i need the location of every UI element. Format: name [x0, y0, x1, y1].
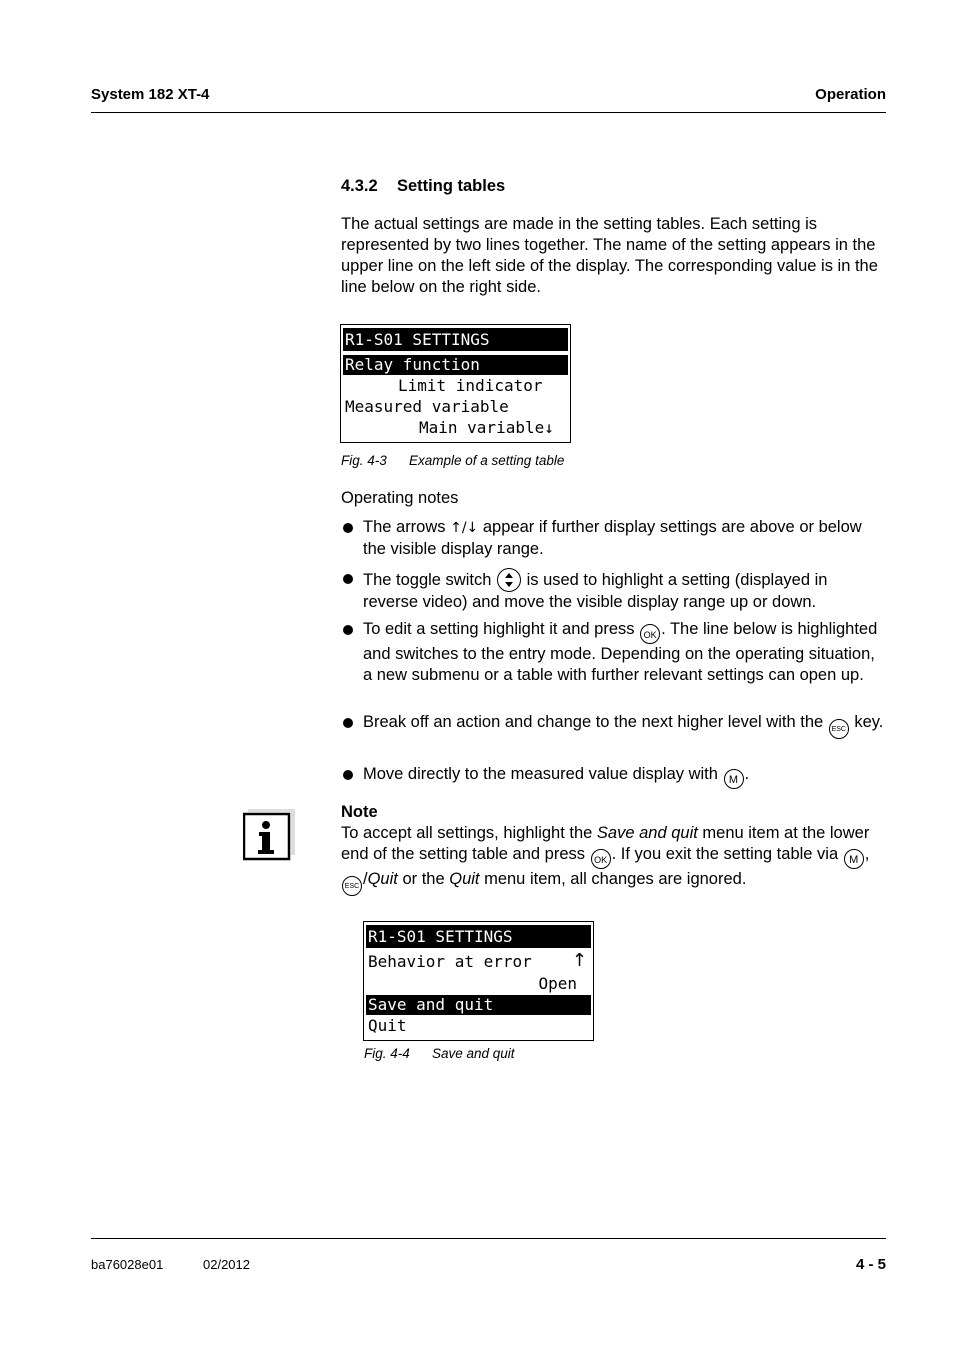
display-row-main-variable: Main variable↓	[419, 418, 554, 437]
save-and-quit-display	[363, 921, 594, 1041]
bullet-icon	[343, 718, 353, 728]
section-heading	[341, 177, 505, 196]
esc-key-icon: ESC	[829, 719, 849, 739]
note-heading: Note	[341, 803, 378, 821]
display-row-relay-function: Relay function	[343, 355, 568, 375]
caption-number: Fig. 4-4	[364, 1046, 410, 1061]
intro-paragraph: The actual settings are made in the setting tables. Each setting is represented by two lines together. The name of the setting appears in the upper line on the left side of the display. The corresponding value is in the line below on the right side.	[341, 215, 878, 296]
page-number: 4 - 5	[855, 1256, 886, 1273]
figure-caption-4-3	[341, 453, 564, 468]
display-row-measured-variable: Measured variable	[345, 397, 509, 416]
footer-rule	[91, 1238, 886, 1239]
section-number: 4.3.2	[341, 177, 378, 195]
operating-notes-heading: Operating notes	[341, 489, 459, 507]
m-key-icon: M	[844, 849, 864, 869]
note-paragraph: To accept all settings, highlight the Save and quit menu item at the lower end of the setting table and press OK . If you exit the setting table via M , ESC /Quit or the Quit menu item, all changes are ignored.	[341, 823, 889, 896]
figure-caption-4-4	[364, 1046, 515, 1061]
scroll-up-arrow-icon: ↑	[571, 950, 587, 971]
ok-key-icon: OK	[640, 624, 660, 644]
display-title-row: R1-S01 SETTINGS	[343, 328, 568, 351]
display-row-save-and-quit: Save and quit	[366, 995, 591, 1015]
ok-key-icon: OK	[591, 849, 611, 869]
bullet-icon	[343, 625, 353, 635]
running-header-left: System 182 XT-4	[91, 86, 210, 103]
setting-table-display	[340, 324, 571, 443]
display-row-limit-indicator: Limit indicator	[398, 376, 543, 395]
caption-number: Fig. 4-3	[341, 453, 387, 468]
caption-text: Save and quit	[432, 1046, 515, 1061]
toggle-switch-icon	[497, 568, 521, 592]
bullet-icon	[343, 770, 353, 780]
display-row-quit: Quit	[368, 1016, 407, 1035]
header-rule	[91, 112, 886, 113]
display-row-behavior-at-error: Behavior at error	[368, 952, 532, 971]
running-header-right: Operation	[815, 86, 886, 103]
m-key-icon: M	[724, 769, 744, 789]
esc-key-icon: ESC	[342, 876, 362, 896]
info-icon	[243, 809, 295, 861]
display-title-row: R1-S01 SETTINGS	[366, 925, 591, 948]
footer-doc-number: ba76028e01	[91, 1257, 164, 1272]
arrows-up-down-icon: ↑/↓	[450, 520, 479, 536]
bullet-icon	[343, 523, 353, 533]
caption-text: Example of a setting table	[409, 453, 565, 468]
bullet-icon	[343, 574, 353, 584]
display-row-open: Open	[538, 974, 577, 993]
footer-date: 02/2012	[203, 1257, 250, 1272]
section-title: Setting tables	[397, 177, 506, 195]
